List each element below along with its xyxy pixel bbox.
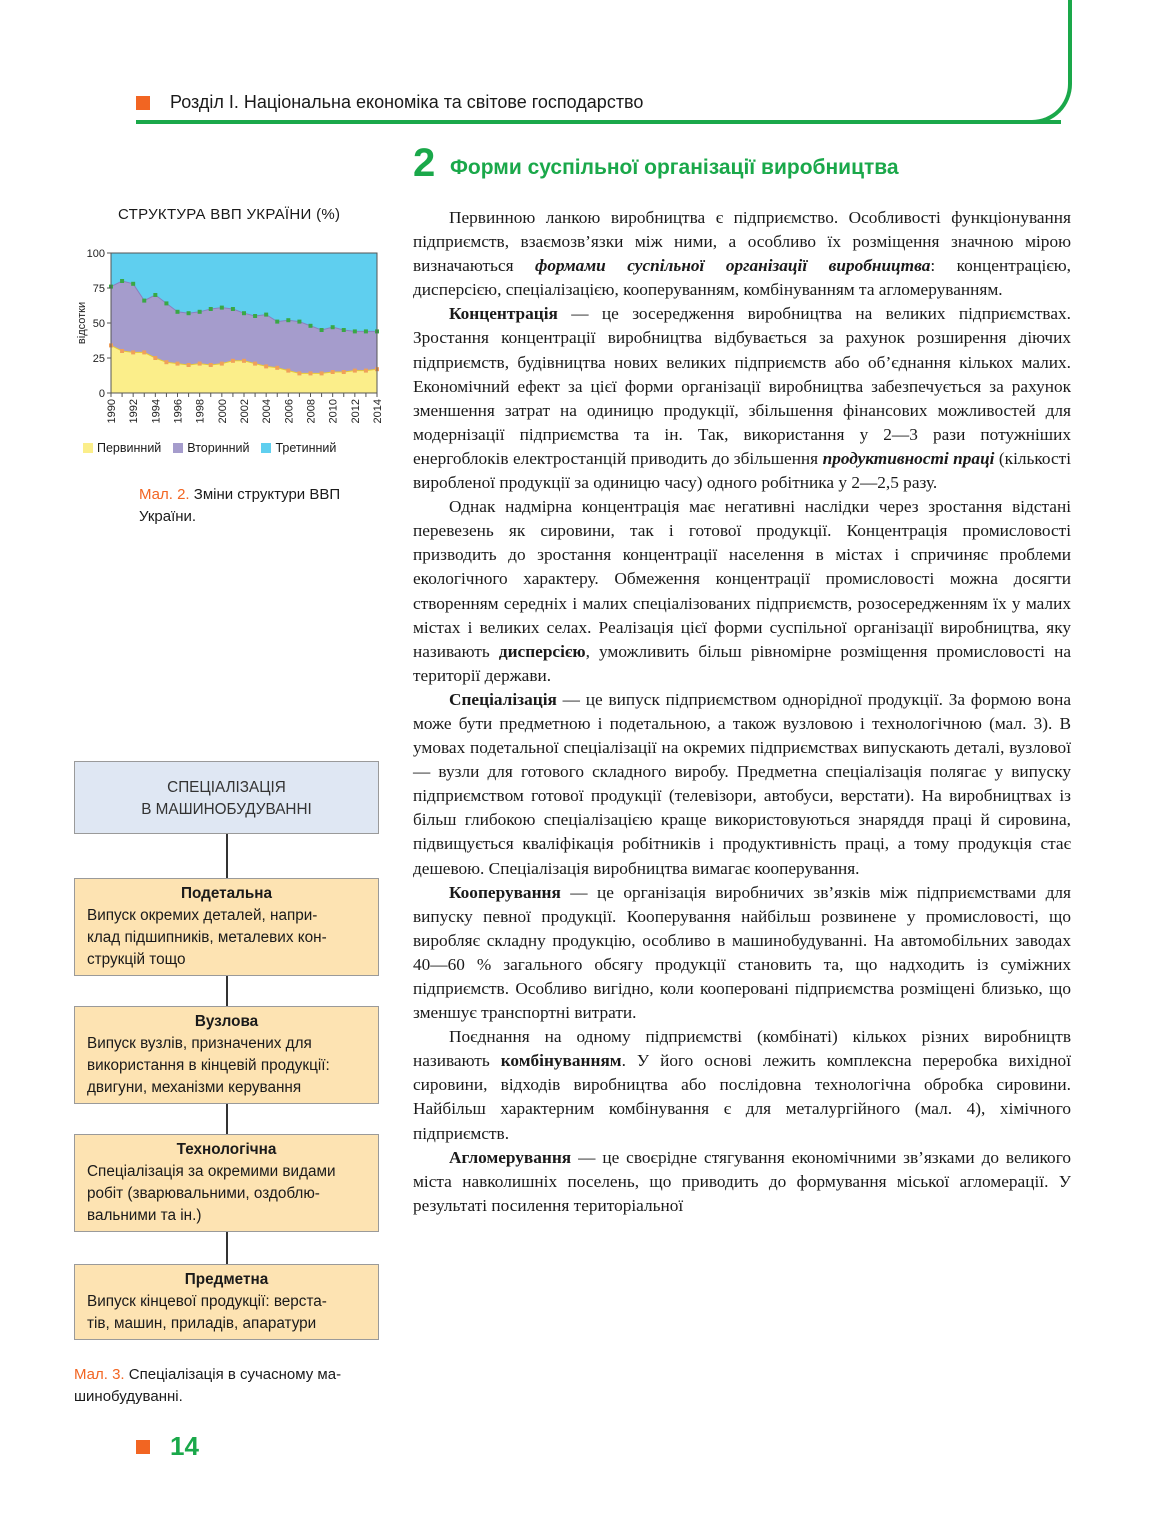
data-point <box>153 356 157 360</box>
data-point <box>142 350 146 354</box>
diagram-root-box <box>74 761 379 834</box>
header-frame <box>1020 0 1072 124</box>
legend-label: Вторинний <box>187 441 250 455</box>
data-point <box>198 310 202 314</box>
text-run: Однак надмірна концентрація має негативні наслідки через зростання відстані перевезень як сировини, так і готової продукції. Концентрація промисловості призводить до зростання концентрації населення в містах і спричиняє проблеми екологічного характеру. Обмеження концентрації промисловості можна досягти створенням середніх і малих спеціалізованих підприємств, розосередженням їх у малих містах і великих селах. Реалізація цієї форми суспільної організації виробництва, яку називають <box>413 497 1071 661</box>
diagram-box-line: вальними та ін.) <box>87 1207 202 1224</box>
diagram-connector <box>226 1104 228 1134</box>
figure-2-caption <box>139 484 379 528</box>
data-point <box>120 349 124 353</box>
y-tick-label: 100 <box>86 248 105 260</box>
data-point <box>264 364 268 368</box>
data-point <box>164 301 168 305</box>
legend-item-tertiary <box>261 441 336 455</box>
header-square-icon <box>136 96 150 110</box>
diagram-box-line: Випуск окремих деталей, напри- <box>87 907 318 924</box>
data-point <box>231 359 235 363</box>
data-point <box>187 363 191 367</box>
paragraph <box>413 881 1071 1026</box>
data-point <box>320 328 324 332</box>
data-point <box>342 328 346 332</box>
data-point <box>331 370 335 374</box>
figure-2-text: Зміни структури ВВП України. <box>139 486 341 525</box>
data-point <box>153 293 157 297</box>
x-tick-label: 2002 <box>239 399 251 424</box>
header-rule <box>136 120 1061 124</box>
x-tick-label: 2008 <box>305 399 318 424</box>
chart-title: СТРУКТУРА ВВП УКРАЇНИ (%) <box>118 206 341 223</box>
data-point <box>187 311 191 315</box>
data-point <box>364 329 368 333</box>
diagram-box-title: Предметна <box>184 1271 269 1288</box>
diagram-box-title: Подетальна <box>180 885 273 902</box>
data-point <box>242 359 246 363</box>
data-point <box>353 329 357 333</box>
x-tick-label: 1990 <box>106 399 118 424</box>
diagram-box-title: Технологічна <box>176 1141 277 1158</box>
page-number: 14 <box>170 1431 199 1461</box>
diagram-box-technological <box>74 1134 379 1232</box>
x-tick-label: 1998 <box>194 399 207 424</box>
figure-3-text: Спеціалізація в сучасному ма- <box>124 1366 342 1383</box>
y-tick-label: 25 <box>92 353 105 365</box>
figure-3-label: Мал. 3. <box>74 1366 125 1383</box>
legend-label: Первинний <box>97 441 162 455</box>
diagram-box-node <box>74 1006 379 1104</box>
text-run: : концентрацією, дисперсією, спеціалізацією, кооперуванням, комбінуванням та агломеруванням. <box>413 256 1071 300</box>
data-point <box>309 324 313 328</box>
data-point <box>331 325 335 329</box>
data-point <box>275 320 279 324</box>
data-point <box>120 279 124 283</box>
legend-label: Третинний <box>275 441 337 455</box>
data-point <box>209 363 213 367</box>
data-point <box>131 350 135 354</box>
x-tick-label: 1996 <box>172 399 185 424</box>
term-bold: Спеціалізація <box>449 689 557 709</box>
data-point <box>364 369 368 373</box>
text-run: , уможливить більш рівномірне розміщення промисловості на території держави. <box>413 641 1072 685</box>
paragraph <box>413 688 1071 881</box>
data-point <box>275 366 279 370</box>
diagram-connector <box>226 834 228 878</box>
diagram-box-detail <box>74 878 379 976</box>
paragraph <box>413 1025 1071 1145</box>
figure-3-caption <box>74 1364 379 1408</box>
legend-swatch-icon <box>83 443 93 453</box>
diagram-box-line: Випуск вузлів, призначених для <box>87 1035 312 1052</box>
diagram-box-line: Спеціалізація за окремими видами <box>87 1163 336 1180</box>
data-point <box>309 371 313 375</box>
diagram-box-line: струкцій тощо <box>87 951 186 968</box>
diagram-box-line: робіт (зварювальними, оздоблю- <box>87 1185 320 1202</box>
x-tick-label: 2004 <box>261 399 274 424</box>
text-run: . У його основі лежить комплексна переробка вихідної сировини, відходів виробництва або послідовна технологічна обробка сировини. Найбільш характерним комбінування є для металургійного (мал. 4), хімічного підприємств. <box>413 1051 1072 1143</box>
term-bold: комбінуванням <box>500 1051 622 1071</box>
paragraph <box>413 206 1071 302</box>
text-run: — це випуск підприємством однорідної продукції. За формою вона може бути предметною і подетальною, а також вузловою і технологічною (мал. 3). В умовах подетальної спеціалізації на окремих підприємствах випускають деталі, вузлової — вузли для готового складного виробу. Предметна спеціалізація полягає у випуску підприємством готової продукції (телевізори, автобуси, верстати). На виробництвах із більш глибокою спеціалізацією краще використовуються знаряддя праці й сировина, підвищується кваліфікація робітників і продуктивність праці, а тому продукція стає дешевою. Спеціалізація виробництва вимагає кооперування. <box>413 689 1071 878</box>
data-point <box>253 314 257 318</box>
term-bold: Кооперування <box>449 882 561 902</box>
gdp-structure-chart <box>70 240 384 435</box>
term-emphasis: формами суспільної організації виробництва <box>535 256 931 276</box>
chart-legend <box>83 441 336 455</box>
diagram-box-line: клад підшипників, металевих кон- <box>87 929 327 946</box>
text-run: Первинною ланкою виробництва є підприємство. Особливості функціонування підприємств, взаємозв’язки між ними, а особливо їх розміщення значною мірою визначаються <box>413 208 1071 276</box>
data-point <box>198 362 202 366</box>
term-emphasis: продуктивності праці <box>822 448 995 468</box>
diagram-connector <box>226 1232 228 1264</box>
text-run: Поєднання на одному підприємстві (комбінаті) кількох різних виробництв називають <box>413 1027 1071 1071</box>
text-run: (кількості виробленої продукції за одиницю часу) одного робітника у 2—2,5 разу. <box>413 448 1072 493</box>
data-point <box>342 370 346 374</box>
legend-item-primary <box>83 441 161 455</box>
data-point <box>176 310 180 314</box>
diagram-box-line: Випуск кінцевої продукції: верста- <box>87 1293 327 1310</box>
diagram-connector <box>226 976 228 1006</box>
diagram-root-line: В МАШИНОБУДУВАННІ <box>141 801 312 818</box>
y-tick-label: 75 <box>92 283 105 295</box>
data-point <box>220 306 224 310</box>
text-run: — це організація виробничих зв’язків між підприємствами для випуску певної продукції. Кооперування найбільш розвинене у промисловості, що виробляє складну продукцію, особливо в машинобудуванні. На автомобільних заводах 40—60 % загального обсягу продукції становить та, що надходить із суміжних підприємств. Особливо вигідно, коли кооперовані підприємства розміщені близько, що зменшує транспортні витрати. <box>413 882 1071 1023</box>
y-tick-label: 50 <box>92 318 105 330</box>
text-run: — це зосередження виробництва на великих підприємствах. Зростання концентрації виробництва відбувається за рахунок розширення діючих підприємств, будівництва нових великих підприємств або об’єднання кількох малих. Економічний ефект за цієї форми організації виробництва забезпечується за рахунок зменшення затрат на одиницю продукції, збільшення фінансових можливостей для модернізації підприємства та ін. Так, використання у 2—3 рази потужніших енергоблоків електростанцій приводить до збільшення <box>413 304 1071 468</box>
text-run: — це своєрідне стягування економічними зв’язками до великого міста навколишніх поселень, що приводить до формування міської агломерації. У результаті посилення територіальної <box>413 1147 1071 1215</box>
x-tick-label: 1994 <box>150 399 163 424</box>
data-point <box>164 360 168 364</box>
diagram-box-subject <box>74 1264 379 1340</box>
main-text <box>413 206 1071 1218</box>
data-point <box>297 320 301 324</box>
data-point <box>209 307 213 311</box>
page-number-square-icon <box>136 1440 150 1454</box>
term-bold: дисперсією <box>498 641 586 661</box>
diagram-box-line: двигуни, механізми керування <box>87 1079 302 1096</box>
data-point <box>353 369 357 373</box>
legend-item-secondary <box>173 441 249 455</box>
diagram-box-line: використання в кінцевій продукції: <box>87 1057 330 1074</box>
paragraph <box>413 302 1071 495</box>
y-tick-label: 0 <box>98 388 105 400</box>
paragraph <box>413 1146 1071 1218</box>
section-title: Форми суспільної організації виробництва <box>450 156 899 179</box>
data-point <box>297 371 301 375</box>
data-point <box>220 362 224 366</box>
paragraph <box>413 495 1071 688</box>
data-point <box>176 362 180 366</box>
diagram-box-title: Вузлова <box>194 1013 259 1030</box>
diagram-root-line: СПЕЦІАЛІЗАЦІЯ <box>167 779 286 796</box>
x-tick-label: 2012 <box>349 399 362 424</box>
legend-swatch-icon <box>261 443 271 453</box>
x-tick-label: 2014 <box>372 399 384 424</box>
data-point <box>142 299 146 303</box>
x-tick-label: 2006 <box>283 399 296 424</box>
data-point <box>253 362 257 366</box>
data-point <box>320 371 324 375</box>
data-point <box>286 369 290 373</box>
data-point <box>286 318 290 322</box>
figure-2-label: Мал. 2. <box>139 486 190 503</box>
x-tick-label: 2010 <box>327 399 340 424</box>
x-tick-label: 2000 <box>216 399 229 424</box>
x-tick-label: 1992 <box>128 399 141 424</box>
term-bold: Концентрація <box>449 304 558 324</box>
data-point <box>242 311 246 315</box>
diagram-box-line: тів, машин, приладів, апаратури <box>87 1315 317 1332</box>
running-header: Розділ І. Національна економіка та світове господарство <box>170 92 644 112</box>
y-axis-label: відсотки <box>76 301 88 345</box>
section-number: 2 <box>413 141 436 185</box>
data-point <box>131 282 135 286</box>
data-point <box>231 307 235 311</box>
legend-swatch-icon <box>173 443 183 453</box>
term-bold: Агломерування <box>449 1147 572 1167</box>
data-point <box>264 313 268 317</box>
figure-3-text: шинобудуванні. <box>74 1388 183 1405</box>
